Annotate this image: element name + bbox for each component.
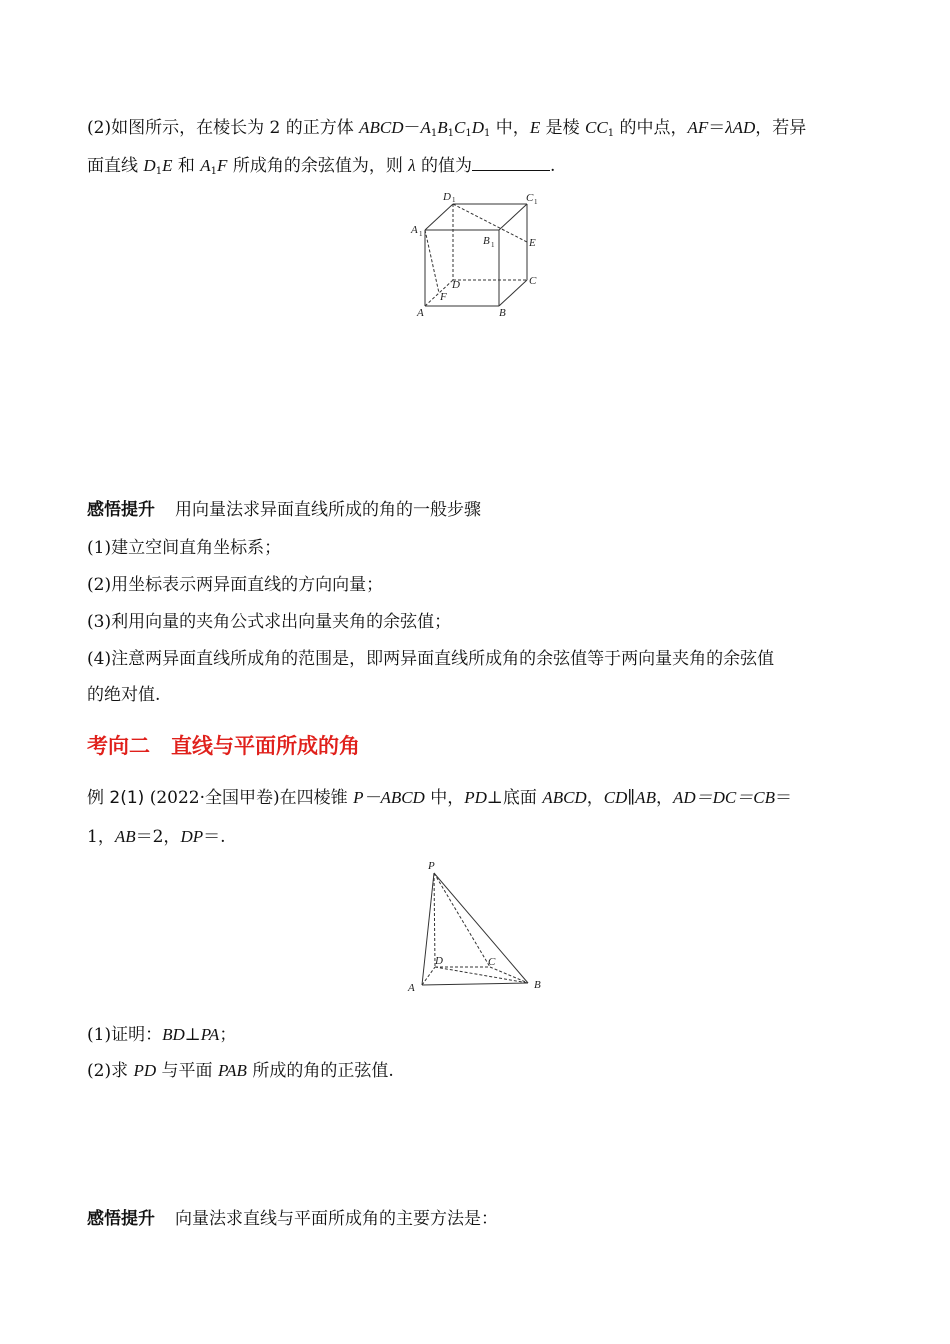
text: 是棱: [540, 118, 586, 138]
label-c: C: [529, 275, 537, 287]
sub: 1: [155, 166, 163, 177]
text: 中，: [424, 788, 465, 808]
edge-ad: [425, 280, 453, 306]
insight-1-header: [87, 498, 481, 522]
segment-d1e: [453, 204, 527, 242]
label-p: P: [428, 860, 435, 872]
math: C: [454, 118, 466, 137]
text: 的值为: [415, 156, 473, 176]
insight-intro: 用向量法求异面直线所成的角的一般步骤: [175, 500, 481, 520]
insight-step-3: (3)利用向量的夹角公式求出向量夹角的余弦值；: [87, 612, 452, 632]
label-b: B: [534, 979, 541, 991]
edge-pa: [422, 873, 434, 985]
text: ＝2，: [135, 827, 181, 847]
math: PAB: [217, 1061, 247, 1080]
label-c: C: [488, 956, 496, 968]
math: P－ABCD: [353, 788, 425, 807]
math: E: [529, 118, 541, 137]
label-sub: 1: [452, 196, 456, 204]
math: BD⊥PA: [162, 1025, 220, 1044]
math: ABCD: [542, 788, 587, 807]
label-d: D: [435, 955, 443, 967]
label-d: D: [452, 279, 460, 291]
insight-step-2: (2)用坐标表示两异面直线的方向向量；: [87, 575, 384, 595]
math: B: [437, 118, 448, 137]
text: 所成角的余弦值为，则: [227, 156, 409, 176]
math: A: [200, 156, 211, 175]
math: F: [217, 156, 228, 175]
edge-pc: [434, 873, 490, 967]
text: 和: [172, 156, 201, 176]
sub: 1: [607, 128, 615, 139]
insight-title: 感悟提升: [87, 500, 155, 520]
sub: 1: [465, 128, 472, 139]
label-f: F: [440, 291, 447, 303]
sub: 1: [210, 166, 218, 177]
label-e: E: [529, 237, 536, 249]
sub: 1: [447, 128, 455, 139]
sub: 1: [430, 128, 438, 139]
text: －: [403, 118, 421, 138]
math: A: [420, 118, 431, 137]
edge-a1d1: [425, 204, 453, 230]
label-a1: A: [411, 224, 418, 236]
cube-figure: [405, 188, 545, 320]
math: D: [471, 118, 485, 137]
text: (1)证明：: [87, 1025, 163, 1045]
insight-step-4: (4)注意两异面直线所成角的范围是，即两异面直线所成角的余弦值等于两向量夹角的余弦值: [87, 649, 775, 669]
math: AB: [114, 827, 136, 846]
text: ⊥底面: [486, 788, 543, 808]
problem-line-1: [87, 116, 806, 146]
label-a: A: [408, 982, 415, 994]
pyramid-figure: [400, 855, 555, 997]
insight-title: 感悟提升: [87, 1209, 155, 1229]
problem-line-2: [87, 154, 555, 184]
insight-intro: 向量法求直线与平面所成角的主要方法是：: [175, 1209, 498, 1229]
edge-cb: [490, 967, 528, 983]
text: (2)如图所示，在棱长为 2 的正方体: [87, 118, 360, 138]
question-2: [87, 1059, 394, 1083]
math: DP: [180, 827, 204, 846]
answer-blank[interactable]: [472, 156, 550, 171]
math: AF: [687, 118, 709, 137]
math: E: [162, 156, 173, 175]
math: PD: [464, 788, 487, 807]
text: ＝: [774, 788, 792, 808]
text: (2)求: [87, 1061, 134, 1081]
text: ，: [586, 788, 604, 808]
segment-db: [435, 967, 528, 983]
segment-a1f: [425, 230, 439, 293]
label-a: A: [417, 307, 424, 319]
edge-bc: [499, 280, 527, 306]
text: 的中点，: [614, 118, 688, 138]
text: ＝.: [203, 827, 226, 847]
example-label: 例 2(1): [87, 788, 145, 808]
math: λAD: [725, 118, 756, 137]
text: 与平面: [156, 1061, 218, 1081]
edge-pd: [434, 873, 435, 967]
text: 中，: [490, 118, 530, 138]
math: AD＝DC＝CB: [672, 788, 775, 807]
insight-step-1: (1)建立空间直角坐标系；: [87, 538, 282, 558]
question-1: [87, 1023, 236, 1047]
text: 1，: [87, 827, 115, 847]
label-sub: 1: [491, 241, 495, 249]
label-b: B: [499, 307, 506, 319]
section-heading: 考向二 直线与平面所成的角: [87, 734, 360, 758]
text: ，若异: [755, 118, 807, 138]
text: ；: [219, 1025, 237, 1045]
label-b1: B: [483, 235, 490, 247]
label-sub: 1: [419, 230, 423, 238]
math: λ: [408, 156, 416, 175]
label-sub: 1: [534, 198, 538, 206]
text: .: [550, 156, 556, 176]
text: ，: [655, 788, 673, 808]
edge-b1c1: [499, 204, 527, 230]
insight-2-header: [87, 1207, 498, 1231]
text: 面直线: [87, 156, 144, 176]
math: D: [143, 156, 156, 175]
math: PD: [133, 1061, 157, 1080]
edge-ab: [422, 983, 528, 985]
label-c1: C: [526, 192, 534, 204]
math: CC: [585, 118, 608, 137]
text: (2022·全国甲卷)在四棱锥: [144, 788, 354, 808]
example-line-1: [87, 786, 792, 810]
text: ＝: [708, 118, 726, 138]
example-line-2: [87, 825, 226, 849]
insight-step-4-cont: 的绝对值.: [87, 685, 161, 705]
label-d1: D: [443, 191, 451, 203]
math-abcd: ABCD: [359, 118, 404, 137]
math: CD∥AB: [603, 788, 656, 807]
text: 所成的角的正弦值.: [246, 1061, 394, 1081]
sub: 1: [484, 128, 491, 139]
